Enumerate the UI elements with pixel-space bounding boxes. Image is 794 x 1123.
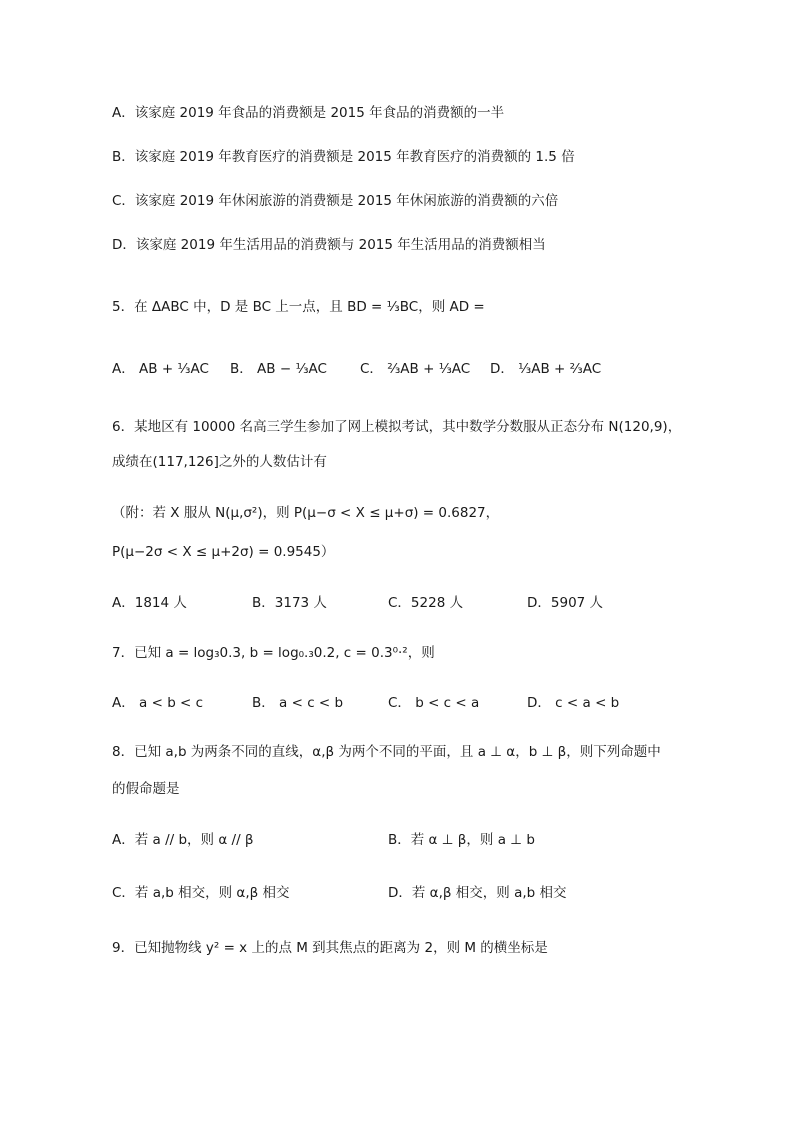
q6-stem-line1: 6．某地区有 10000 名高三学生参加了网上模拟考试，其中数学分数服从正态分布 N(120,9)， bbox=[112, 419, 682, 435]
q4-option-d: D．该家庭 2019 年生活用品的消费额与 2015 年生活用品的消费额相当 bbox=[112, 237, 546, 253]
q5-option-a: A． AB + ⅓AC bbox=[112, 361, 209, 377]
q8-stem-line2: 的假命题是 bbox=[112, 781, 180, 797]
q5-option-d: D． ⅓AB + ⅔AC bbox=[490, 361, 602, 377]
q5-stem: 5．在 ΔABC 中，D 是 BC 上一点，且 BD = ⅓BC，则 AD = bbox=[112, 299, 485, 315]
q8-option-c: C．若 a,b 相交，则 α,β 相交 bbox=[112, 885, 290, 901]
q8-option-b: B．若 α ⊥ β，则 a ⊥ b bbox=[388, 832, 535, 848]
q7-stem: 7．已知 a = log₃0.3, b = log₀.₃0.2, c = 0.3⁰·²，则 bbox=[112, 645, 435, 661]
q6-note-line1: （附：若 X 服从 N(μ,σ²)，则 P(μ−σ < X ≤ μ+σ) = 0.6827， bbox=[112, 505, 500, 521]
q6-option-a: A．1814 人 bbox=[112, 595, 187, 611]
q8-stem-line1: 8．已知 a,b 为两条不同的直线，α,β 为两个不同的平面，且 a ⊥ α，b ⊥ β，则下列命题中 bbox=[112, 744, 661, 760]
q6-option-d: D．5907 人 bbox=[527, 595, 604, 611]
q9-stem: 9．已知抛物线 y² = x 上的点 M 到其焦点的距离为 2，则 M 的横坐标是 bbox=[112, 940, 548, 956]
q4-option-a: A．该家庭 2019 年食品的消费额是 2015 年食品的消费额的一半 bbox=[112, 105, 505, 121]
q6-stem-line2: 成绩在(117,126]之外的人数估计有 bbox=[112, 454, 327, 470]
q5-option-c: C． ⅔AB + ⅓AC bbox=[360, 361, 471, 377]
q6-option-b: B．3173 人 bbox=[252, 595, 327, 611]
q6-option-c: C．5228 人 bbox=[388, 595, 464, 611]
q5-option-b: B． AB − ⅓AC bbox=[230, 361, 327, 377]
q4-option-b: B．该家庭 2019 年教育医疗的消费额是 2015 年教育医疗的消费额的 1.5 倍 bbox=[112, 149, 575, 165]
q7-option-a: A． a < b < c bbox=[112, 695, 204, 711]
q8-option-d: D．若 α,β 相交，则 a,b 相交 bbox=[388, 885, 567, 901]
q7-option-b: B． a < c < b bbox=[252, 695, 344, 711]
q7-option-c: C． b < c < a bbox=[388, 695, 480, 711]
q4-option-c: C．该家庭 2019 年休闲旅游的消费额是 2015 年休闲旅游的消费额的六倍 bbox=[112, 193, 559, 209]
q7-option-d: D． c < a < b bbox=[527, 695, 620, 711]
q6-note-line2: P(μ−2σ < X ≤ μ+2σ) = 0.9545） bbox=[112, 544, 335, 560]
q8-option-a: A．若 a // b，则 α // β bbox=[112, 832, 254, 848]
